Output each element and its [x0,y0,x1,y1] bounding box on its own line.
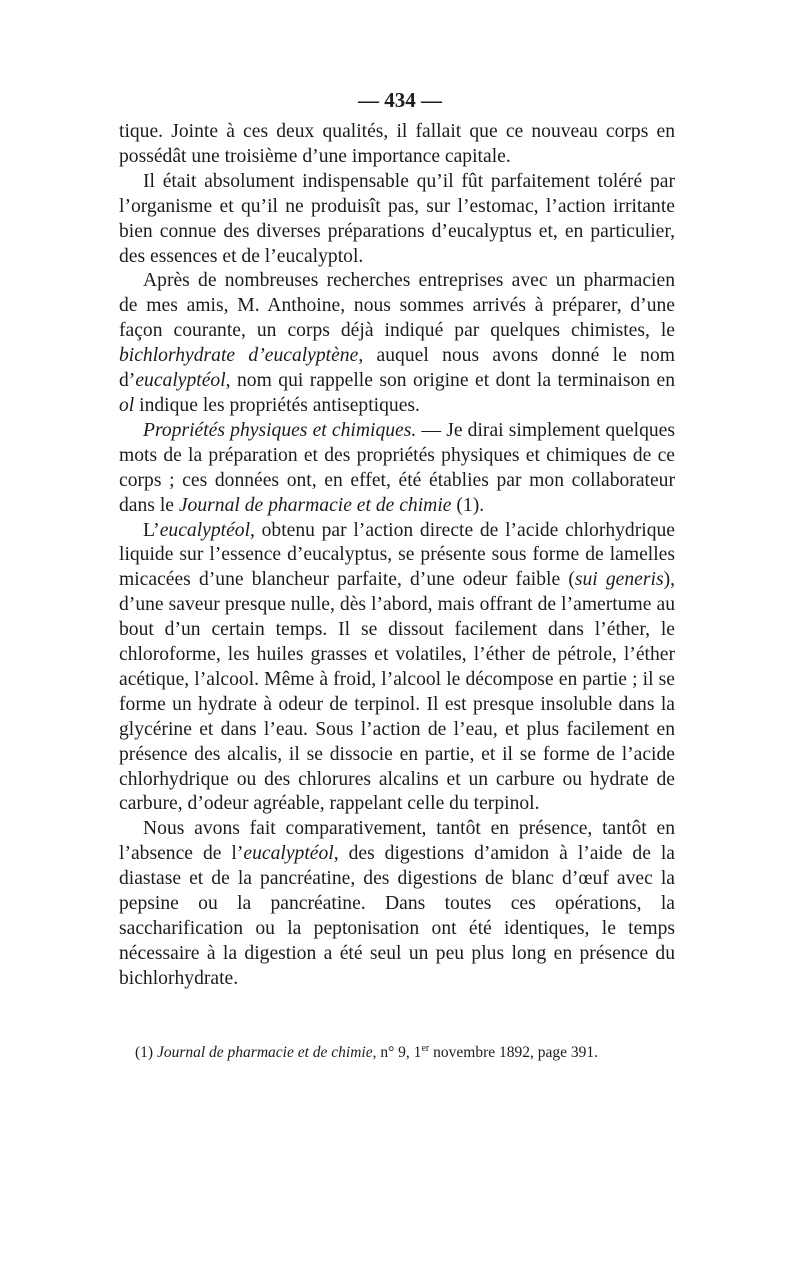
text-run: indique les propriétés antiseptiques. [134,394,420,416]
italic-term: eucalyptéol [243,843,334,865]
paragraph-p1 [119,170,675,270]
italic-term: ol [119,394,135,416]
text-run: tique. Jointe à ces deux qualités, il fallait que ce nouveau corps en possédât une troisième d’une importance capitale. [119,121,675,167]
paragraph-p5 [119,817,675,991]
text-run: , nom qui rappelle son origine et dont la terminaison en [225,370,675,392]
text-run: Après de nombreuses recherches entreprises avec un pharmacien de mes amis, M. Anthoine, nous sommes arrivés à préparer, d’une façon courante, un corps déjà indiqué par quelques chimistes, le [119,270,675,342]
italic-term: sui generis [574,569,664,591]
italic-term: Journal de pharmacie et de chimie [178,494,452,516]
text-run: , auquel nous avons donné le nom d’ [119,345,675,392]
page-number-header: — 434 — [358,88,442,112]
text-run: (1). [451,494,485,516]
italic-term: Propriétés physiques et chimiques. [143,419,417,441]
text-run: — Je dirai simplement quelques mots de la préparation et des propriétés physiques et chimiques de ce corps ; ces données ont, en effet, été établies par mon collaborateur dans le [119,419,676,516]
paragraph-p2 [119,269,675,418]
footnote-ordinal: er [421,1042,430,1054]
footnote-date-page: novembre 1892, page 391. [429,1044,599,1061]
text-run: Nous avons fait comparativement, tantôt en présence, tantôt en l’absence de l’ [119,818,675,865]
text-run: ), d’une saveur presque nulle, dès l’abord, mais offrant de l’amertume au bout d’un certain temps. Il se dissout facilement dans l’éther, le chloroforme, les huiles grasses et volatiles, l’éther de pétrole, l’éther acétique, l’alcool. Même à froid, l’alcool le décompose en partie ; il se forme un hydrate à odeur de terpinol. Il est presque insoluble dans la glycérine et dans l’eau. Sous l’action de l’eau, et plus facilement en présence des alcalis, il se dissocie en partie, et il se forme de l’acide chlorhydrique ou des chlorures alcalins et un carbure ou hydrate de carbure, d’odeur agréable, rappelant celle du terpinol. [119,569,676,815]
text-run: Il était absolument indispensable qu’il fût parfaitement toléré par l’organisme et qu’il ne produisît pas, sur l’estomac, l’action irritante bien connue des diverses préparations d’eucalyptus et, en particulier, des essences et de l’eucalyptol. [119,170,675,267]
italic-term: eucalyptéol [135,370,226,392]
footnote-number: , n° 9, 1 [372,1044,422,1061]
text-run: , obtenu par l’action directe de l’acide chlorhydrique liquide sur l’essence d’eucalyptus, se présente sous forme de lamelles micacées d’une blancheur parfaite, d’une odeur faible ( [119,519,675,591]
paragraph-p3 [119,419,675,519]
paragraph-p0 [119,120,675,170]
footnote-journal-title: Journal de pharmacie et de chimie [156,1044,373,1061]
footnote-marker: (1) [135,1044,154,1061]
italic-term: eucalyptéol [159,519,251,541]
text-run: , des digestions d’amidon à l’aide de la diastase et de la pancréatine, des digestions de blanc d’œuf avec la pepsine ou la pancréatine. Dans toutes ces opérations, la saccharification ou la peptonisation ont été identiques, le temps nécessaire à la digestion a été seul un peu plus long en présence du bichlorhydrate. [119,843,675,989]
page-body-text [119,120,675,992]
footnote [119,1042,675,1063]
text-run: L’ [143,519,160,541]
italic-term: bichlorhydrate d’eucalyptène [119,345,359,367]
paragraph-p4 [119,519,675,818]
